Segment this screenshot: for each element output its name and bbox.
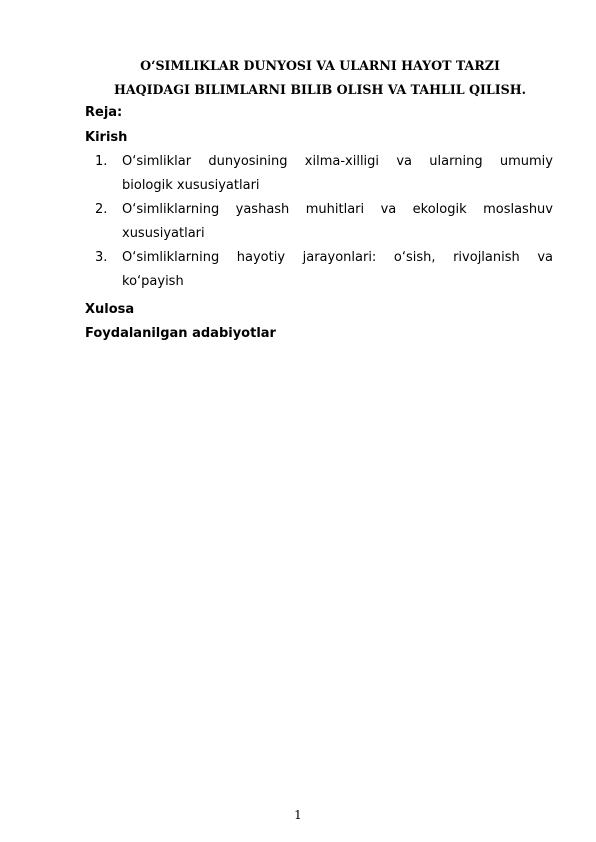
title-line-1: O‘SIMLIKLAR DUNYOSI VA ULARNI HAYOT TARZI xyxy=(140,58,500,73)
plan-heading: Reja: xyxy=(85,105,123,120)
list-item-text-line-2: biologik xususiyatlari xyxy=(122,178,260,193)
list-item xyxy=(95,150,553,198)
list-item-text-line-1: O‘simliklar dunyosining xilma-xilligi va ularning umumiy xyxy=(122,154,553,169)
list-item xyxy=(95,198,553,246)
list-item-number: 1. xyxy=(95,154,108,169)
list-item xyxy=(95,246,553,294)
page-number: 1 xyxy=(294,808,302,822)
intro-heading: Kirish xyxy=(85,130,128,145)
references-heading: Foydalanilgan adabiyotlar xyxy=(85,326,276,341)
list-item-number: 3. xyxy=(95,250,108,265)
document-title xyxy=(85,54,555,102)
list-item-text-line-1: O‘simliklarning yashash muhitlari va ekologik moslashuv xyxy=(122,202,553,217)
list-item-text-line-1: O‘simliklarning hayotiy jarayonlari: o‘sish, rivojlanish va xyxy=(122,250,553,265)
plan-list xyxy=(95,150,553,294)
list-item-text-line-2: xususiyatlari xyxy=(122,226,205,241)
title-line-2: HAQIDAGI BILIMLARNI BILIB OLISH VA TAHLIL QILISH. xyxy=(113,82,527,97)
conclusion-heading: Xulosa xyxy=(85,302,135,317)
list-item-number: 2. xyxy=(95,202,108,217)
list-item-text-line-2: ko‘payish xyxy=(122,274,184,289)
